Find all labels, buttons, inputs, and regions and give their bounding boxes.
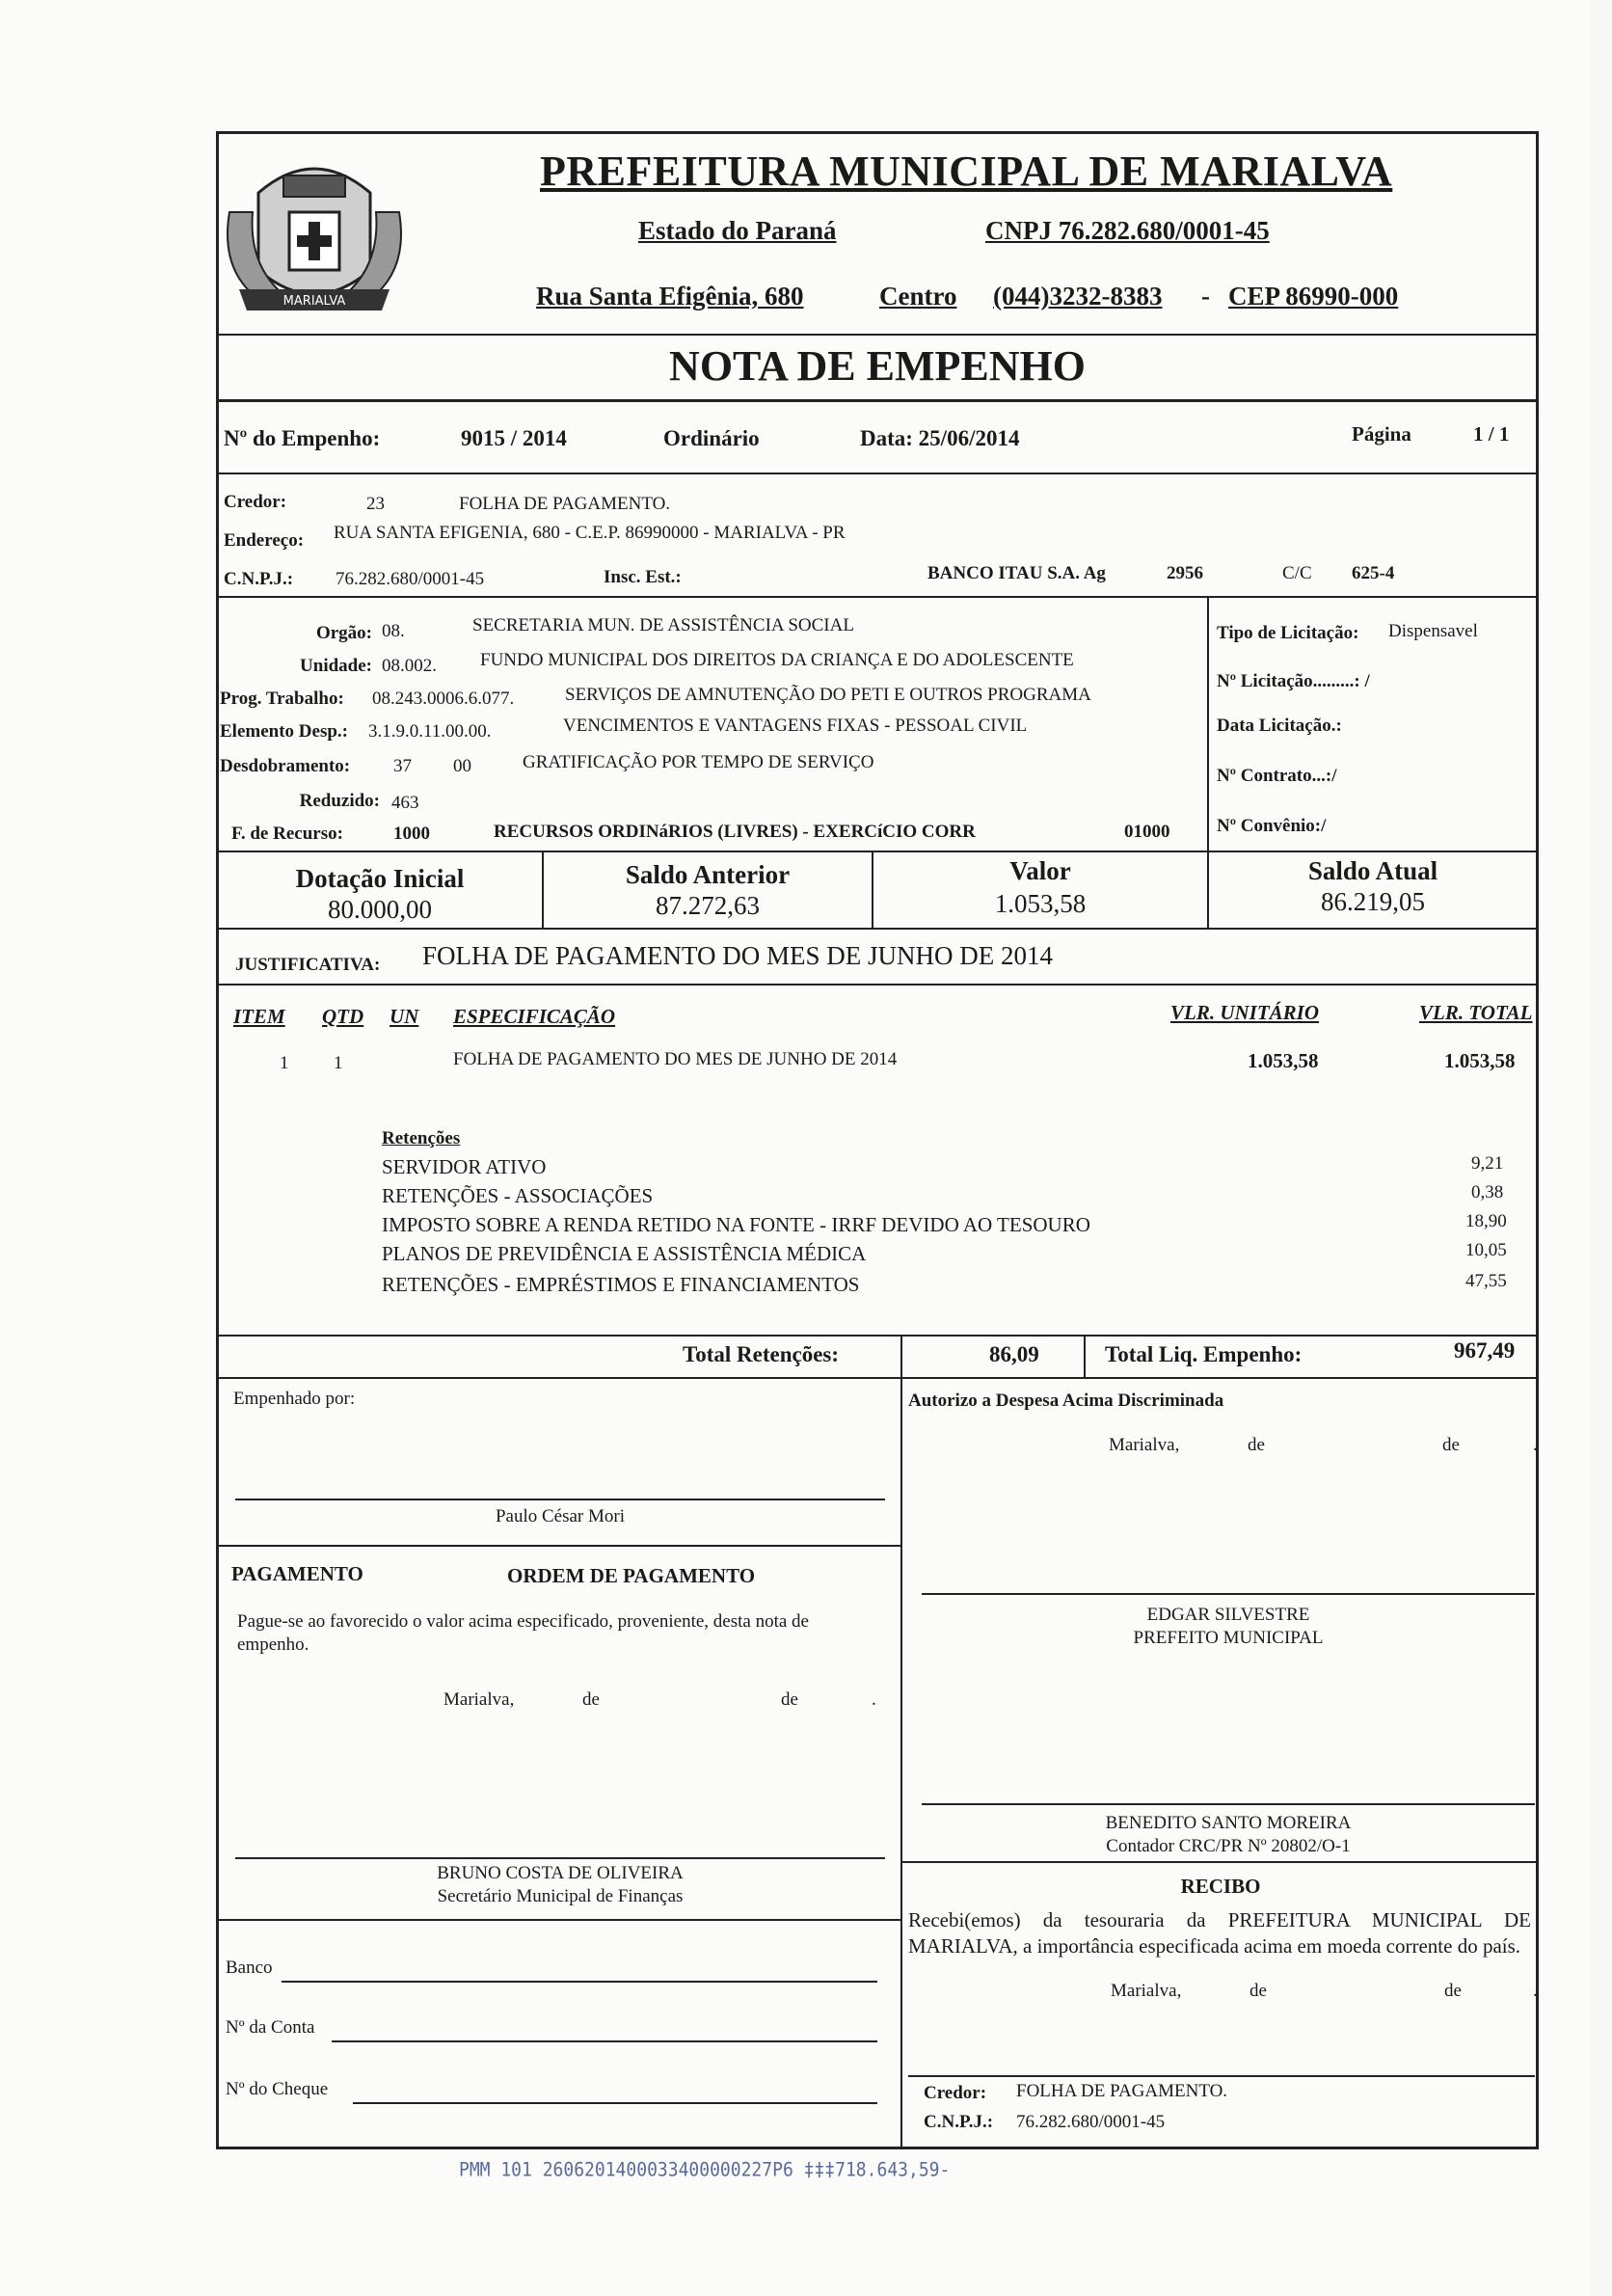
cc-value: 625-4 xyxy=(1352,563,1395,583)
state-name: Estado do Paraná xyxy=(638,216,837,245)
item-number: 1 xyxy=(280,1053,289,1073)
recibo-text: Recebi(emos) da tesouraria da PREFEITURA MUNICIPAL DE MARIALVA, a importância especificada acima em moeda corrente do país. xyxy=(908,1908,1531,1958)
licitacao-number: Nº Licitação.........: / xyxy=(1217,671,1370,691)
bank-agency: 2956 xyxy=(1167,563,1203,583)
recurso-code: 1000 xyxy=(393,824,430,844)
reduzido-label: Reduzido: xyxy=(299,791,380,811)
item-spec: FOLHA DE PAGAMENTO DO MES DE JUNHO DE 2014 xyxy=(453,1049,898,1069)
empenho-type: Ordinário xyxy=(663,426,760,450)
saldo-atual-value: 86.219,05 xyxy=(1321,887,1425,916)
ordem-pagamento-title: ORDEM DE PAGAMENTO xyxy=(507,1564,756,1587)
pagamento-label: PAGAMENTO xyxy=(231,1562,363,1585)
signature-line xyxy=(908,2075,1535,2077)
orgao-label: Orgão: xyxy=(315,623,372,643)
retencao-name: PLANOS DE PREVIDÊNCIA E ASSISTÊNCIA MÉDICA xyxy=(382,1242,867,1265)
secretario-title: Secretário Municipal de Finanças xyxy=(437,1886,684,1906)
desdobramento-label: Desdobramento: xyxy=(220,756,351,776)
signature-line xyxy=(922,1803,1535,1805)
dotacao-value: 80.000,00 xyxy=(328,895,432,924)
city-name: Marialva, xyxy=(1109,1435,1180,1455)
date-de: de xyxy=(1248,1435,1265,1455)
machine-code: PMM 101 2606201400033400000227P6 ‡‡‡718.643,59- xyxy=(459,2158,951,2182)
divider xyxy=(900,1861,1539,1863)
signature-line xyxy=(235,1857,885,1859)
retencao-value: 9,21 xyxy=(1471,1153,1504,1174)
saldo-anterior-label: Saldo Anterior xyxy=(625,860,791,889)
empenhado-label: Empenhado por: xyxy=(233,1389,356,1409)
cc-label: C/C xyxy=(1282,563,1312,583)
orgao-code: 08. xyxy=(382,621,405,641)
divider xyxy=(216,1545,900,1547)
valor-value: 1.053,58 xyxy=(994,889,1087,918)
retencao-value: 47,55 xyxy=(1465,1271,1507,1291)
date-period: . xyxy=(1533,1981,1538,2001)
cnpj-label: C.N.P.J.: xyxy=(224,569,294,589)
recibo-cnpj-label: C.N.P.J.: xyxy=(924,2112,994,2132)
banco-label: Banco xyxy=(226,1958,273,1978)
endereco-value: RUA SANTA EFIGENIA, 680 - C.E.P. 86990000 - MARIALVA - PR xyxy=(334,523,846,543)
divider xyxy=(900,1377,902,2149)
divider xyxy=(216,984,1539,986)
valor-label: Valor xyxy=(1009,856,1071,885)
retencao-name: IMPOSTO SOBRE A RENDA RETIDO NA FONTE - IRRF DEVIDO AO TESOURO xyxy=(382,1213,1090,1236)
prog-label: Prog. Trabalho: xyxy=(220,689,344,709)
prefeito-name: EDGAR SILVESTRE xyxy=(1146,1605,1310,1625)
empenho-number-label: Nº do Empenho: xyxy=(224,426,381,450)
recibo-cnpj-value: 76.282.680/0001-45 xyxy=(1016,2112,1166,2132)
header-address: Rua Santa Efigênia, 680 xyxy=(536,282,804,311)
date-period: . xyxy=(872,1689,876,1710)
col-qtd: QTD xyxy=(322,1005,364,1028)
desdobramento-code1: 37 xyxy=(393,756,412,776)
contador-title: Contador CRC/PR Nº 20802/O-1 xyxy=(1106,1836,1351,1856)
divider xyxy=(216,399,1539,402)
municipality-title: PREFEITURA MUNICIPAL DE MARIALVA xyxy=(540,148,1393,195)
ordem-pagamento-text: Pague-se ao favorecido o valor acima especificado, proveniente, desta nota de empenho. xyxy=(237,1611,809,1655)
recurso-code2: 01000 xyxy=(1124,822,1170,842)
col-spec: ESPECIFICAÇÃO xyxy=(453,1005,616,1028)
justificativa-label: JUSTIFICATIVA: xyxy=(235,955,381,975)
divider xyxy=(216,596,1539,598)
conta-line xyxy=(332,2040,877,2042)
credor-name: FOLHA DE PAGAMENTO. xyxy=(459,494,671,514)
secretario-name: BRUNO COSTA DE OLIVEIRA xyxy=(437,1863,684,1883)
total-retencoes-label: Total Retenções: xyxy=(683,1342,840,1366)
city-name: Marialva, xyxy=(443,1689,515,1710)
justificativa-text: FOLHA DE PAGAMENTO DO MES DE JUNHO DE 2014 xyxy=(422,941,1054,970)
recibo-title: RECIBO xyxy=(1180,1875,1261,1898)
retencao-value: 0,38 xyxy=(1471,1182,1504,1202)
item-total-value: 1.053,58 xyxy=(1444,1049,1516,1072)
divider xyxy=(216,1377,1539,1379)
divider xyxy=(1084,1335,1086,1377)
date-de: de xyxy=(582,1689,600,1710)
divider xyxy=(216,851,1539,852)
empenho-number: 9015 / 2014 xyxy=(461,426,567,450)
date-period: . xyxy=(1533,1435,1538,1455)
col-total-value: VLR. TOTAL xyxy=(1419,1001,1533,1024)
date-de: de xyxy=(781,1689,798,1710)
credor-label: Credor: xyxy=(224,492,287,512)
banco-line xyxy=(282,1981,877,1983)
conta-label: Nº da Conta xyxy=(226,2017,315,2038)
recurso-name: RECURSOS ORDINáRIOS (LIVRES) - EXERCíCIO CORR xyxy=(494,822,976,842)
bank-name: BANCO ITAU S.A. Ag xyxy=(927,563,1106,583)
recibo-credor-value: FOLHA DE PAGAMENTO. xyxy=(1016,2081,1228,2101)
desdobramento-name: GRATIFICAÇÃO POR TEMPO DE SERVIÇO xyxy=(523,752,874,772)
autorizo-text: Autorizo a Despesa Acima Discriminada xyxy=(908,1391,1224,1411)
col-item: ITEM xyxy=(233,1005,285,1028)
date-de: de xyxy=(1442,1435,1460,1455)
unidade-code: 08.002. xyxy=(382,656,437,676)
credor-code: 23 xyxy=(366,494,385,514)
convenio-number: Nº Convênio:/ xyxy=(1217,816,1327,836)
date-de: de xyxy=(1249,1981,1267,2001)
reduzido-value: 463 xyxy=(391,793,419,813)
item-unit-value: 1.053,58 xyxy=(1248,1049,1319,1072)
signature-line xyxy=(235,1499,885,1500)
divider xyxy=(216,928,1539,930)
dotacao-label: Dotação Inicial xyxy=(295,864,465,893)
retencoes-title: Retenções xyxy=(382,1128,461,1148)
item-qtd: 1 xyxy=(334,1053,343,1073)
retencao-name: RETENÇÕES - ASSOCIAÇÕES xyxy=(382,1184,654,1207)
retencao-name: SERVIDOR ATIVO xyxy=(382,1155,547,1178)
city-name: Marialva, xyxy=(1111,1981,1182,2001)
header-cep: CEP 86990-000 xyxy=(1228,282,1399,311)
total-liquido-value: 967,49 xyxy=(1454,1338,1516,1363)
page-number: 1 / 1 xyxy=(1473,422,1510,446)
divider xyxy=(216,1919,900,1921)
contrato-number: Nº Contrato...:/ xyxy=(1217,766,1337,786)
header-district: Centro xyxy=(879,282,957,311)
empenhado-name: Paulo César Mori xyxy=(495,1506,626,1526)
prog-name: SERVIÇOS DE AMNUTENÇÃO DO PETI E OUTROS PROGRAMA xyxy=(565,685,1091,705)
licitacao-type-value: Dispensavel xyxy=(1388,621,1478,641)
header-cnpj: CNPJ 76.282.680/0001-45 xyxy=(985,216,1270,245)
divider xyxy=(216,1335,1539,1337)
divider xyxy=(216,334,1539,336)
orgao-name: SECRETARIA MUN. DE ASSISTÊNCIA SOCIAL xyxy=(472,615,854,635)
page-label: Página xyxy=(1352,422,1411,446)
licitacao-type-label: Tipo de Licitação: xyxy=(1217,623,1359,643)
total-retencoes-value: 86,09 xyxy=(989,1342,1039,1366)
retencao-value: 10,05 xyxy=(1465,1240,1507,1260)
date-de: de xyxy=(1444,1981,1462,2001)
endereco-label: Endereço: xyxy=(224,530,305,551)
total-liquido-label: Total Liq. Empenho: xyxy=(1105,1342,1303,1366)
saldo-anterior-value: 87.272,63 xyxy=(656,891,760,920)
divider xyxy=(1207,596,1209,856)
empenho-date: Data: 25/06/2014 xyxy=(860,426,1020,450)
prog-code: 08.243.0006.6.077. xyxy=(372,689,515,709)
recibo-credor-label: Credor: xyxy=(924,2083,987,2103)
unidade-name: FUNDO MUNICIPAL DOS DIREITOS DA CRIANÇA E DO ADOLESCENTE xyxy=(480,650,1074,670)
signature-line xyxy=(922,1593,1535,1595)
cheque-line xyxy=(353,2102,877,2104)
insc-label: Insc. Est.: xyxy=(604,567,682,587)
prefeito-title: PREFEITO MUNICIPAL xyxy=(1133,1628,1324,1648)
desdobramento-code2: 00 xyxy=(453,756,471,776)
document-title: NOTA DE EMPENHO xyxy=(669,342,1086,390)
elemento-label: Elemento Desp.: xyxy=(220,721,348,742)
cheque-label: Nº do Cheque xyxy=(226,2079,329,2099)
municipal-coat-of-arms xyxy=(220,154,409,336)
header-phone: (044)3232-8383 xyxy=(993,282,1163,311)
recurso-label: F. de Recurso: xyxy=(231,824,343,844)
header-separator: - xyxy=(1201,282,1210,311)
col-un: UN xyxy=(390,1005,419,1028)
contador-name: BENEDITO SANTO MOREIRA xyxy=(1105,1813,1352,1833)
unidade-label: Unidade: xyxy=(300,656,372,676)
saldo-atual-label: Saldo Atual xyxy=(1307,856,1438,885)
divider xyxy=(900,1335,902,1377)
col-unit-value: VLR. UNITÁRIO xyxy=(1170,1001,1320,1024)
svg-text:MARIALVA: MARIALVA xyxy=(282,294,346,309)
retencao-name: RETENÇÕES - EMPRÉSTIMOS E FINANCIAMENTOS xyxy=(382,1273,860,1296)
elemento-name: VENCIMENTOS E VANTAGENS FIXAS - PESSOAL CIVIL xyxy=(563,716,1028,736)
elemento-code: 3.1.9.0.11.00.00. xyxy=(368,721,492,742)
cnpj-value: 76.282.680/0001-45 xyxy=(336,569,485,589)
licitacao-date: Data Licitação.: xyxy=(1217,716,1342,736)
divider xyxy=(216,473,1539,474)
retencao-value: 18,90 xyxy=(1465,1211,1507,1231)
